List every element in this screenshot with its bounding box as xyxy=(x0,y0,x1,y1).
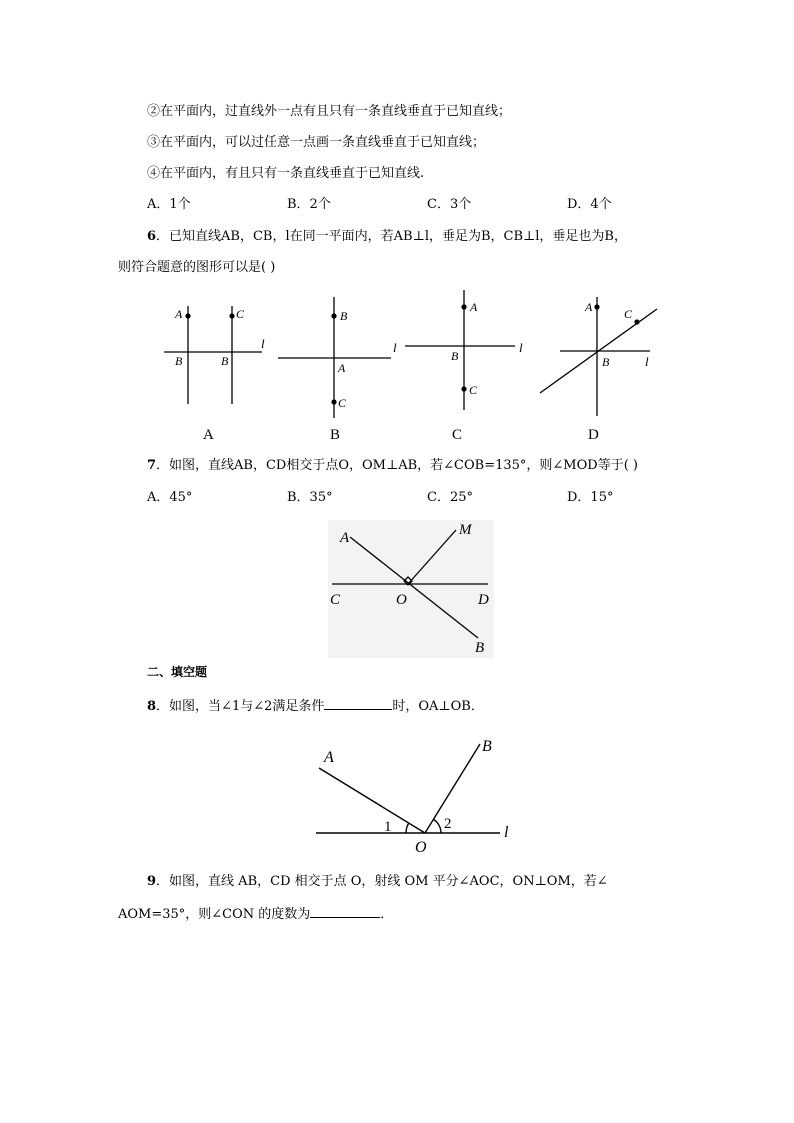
fig-c-label-b: B xyxy=(451,349,459,363)
fig-d-point-a xyxy=(594,304,599,309)
q6-line-2: 则符合题意的图形可以是( ) xyxy=(118,260,276,275)
q6-figures xyxy=(0,0,794,460)
q7-choice-a: A．45° xyxy=(147,490,193,505)
fig-d-caption: D xyxy=(588,427,599,443)
q9-line-1: 9．如图，直线 AB，CD 相交于点 O，射线 OM 平分∠AOC，ON⊥OM，若∠ xyxy=(147,874,608,889)
q5-choice-a: A．1个 xyxy=(147,197,191,212)
q7-number: 7 xyxy=(147,458,157,473)
q8-angle-1-arc xyxy=(406,823,409,833)
q7-choice-d: D．15° xyxy=(567,490,614,505)
q8-label-o: O xyxy=(415,839,427,856)
fig-a-point-c xyxy=(229,313,234,318)
fig-c-label-l: l xyxy=(519,340,523,355)
fig-d-label-b: B xyxy=(602,355,610,369)
q9-number: 9 xyxy=(147,874,157,889)
q9-line-2: AOM=35°，则∠CON 的度数为 ． xyxy=(118,907,394,922)
fig-d-label-l: l xyxy=(645,354,649,369)
fig-b-label-l: l xyxy=(393,340,397,355)
q8-label-b: B xyxy=(482,738,492,755)
q7-label-b: B xyxy=(475,640,485,656)
q8-figure xyxy=(300,730,530,860)
section-title: 二、填空题 xyxy=(147,665,208,679)
q5-choice-c: C．3个 xyxy=(427,197,472,212)
q7-line: 7．如图，直线AB，CD相交于点O，OM⊥AB，若∠COB=135°，则∠MOD等于( ) xyxy=(147,458,638,473)
q7-label-d: D xyxy=(478,592,489,608)
q8-line: 8．如图，当∠1与∠2满足条件 时，OA⊥OB． xyxy=(147,699,484,714)
fig-c-label-a: A xyxy=(470,300,478,314)
statement-2: ②在平面内，过直线外一点有且只有一条直线垂直于已知直线； xyxy=(147,104,512,119)
fig-a-point-a xyxy=(185,313,190,318)
fig-a-label-b1: B xyxy=(175,354,183,368)
fig-b-point-b xyxy=(331,313,336,318)
fig-d-label-a: A xyxy=(585,300,593,314)
q5-choice-b: B．2个 xyxy=(287,197,331,212)
fig-c-caption: C xyxy=(452,427,463,443)
q7-choice-c: C．25° xyxy=(427,490,473,505)
fig-a-caption: A xyxy=(203,427,214,443)
fig-d-label-c: C xyxy=(624,307,633,321)
fig-c-point-a xyxy=(461,304,466,309)
fig-c-point-c xyxy=(461,386,466,391)
q8-label-l: l xyxy=(504,824,509,841)
statement-4: ④在平面内，有且只有一条直线垂直于已知直线. xyxy=(147,166,425,181)
q7-choice-b: B．35° xyxy=(287,490,333,505)
fig-b-label-c: C xyxy=(338,396,347,410)
fig-b-label-b: B xyxy=(340,309,348,323)
q8-blank[interactable] xyxy=(324,697,392,710)
q6-number: 6 xyxy=(147,229,157,244)
q9-blank[interactable] xyxy=(310,905,380,918)
q8-label-a: A xyxy=(324,749,334,766)
fig-a-label-b2: B xyxy=(221,354,229,368)
fig-a-label-l: l xyxy=(261,336,265,351)
fig-b-label-a: A xyxy=(338,361,346,375)
q7-label-m: M xyxy=(459,522,472,538)
q6-line-1: 6．已知直线AB，CB，l在同一平面内，若AB⊥l，垂足为B，CB⊥l，垂足也为B， xyxy=(147,229,627,244)
q8-number: 8 xyxy=(147,699,157,714)
fig-a-label-a: A xyxy=(175,307,183,321)
fig-a-label-c: C xyxy=(236,307,245,321)
q7-figure xyxy=(328,520,494,658)
q7-label-o: O xyxy=(396,592,407,608)
fig-d-point-c xyxy=(634,319,639,324)
statement-3: ③在平面内，可以过任意一点画一条直线垂直于已知直线； xyxy=(147,135,486,150)
q7-label-a: A xyxy=(340,530,350,546)
q5-choice-d: D．4个 xyxy=(567,197,612,212)
fig-c-label-c: C xyxy=(469,383,478,397)
q8-label-angle-2: 2 xyxy=(444,816,452,832)
q8-angle-2-arc xyxy=(433,819,441,833)
q7-label-c: C xyxy=(330,592,341,608)
fig-b-caption: B xyxy=(330,427,341,443)
fig-b-point-c xyxy=(331,399,336,404)
q8-label-angle-1: 1 xyxy=(384,819,392,835)
